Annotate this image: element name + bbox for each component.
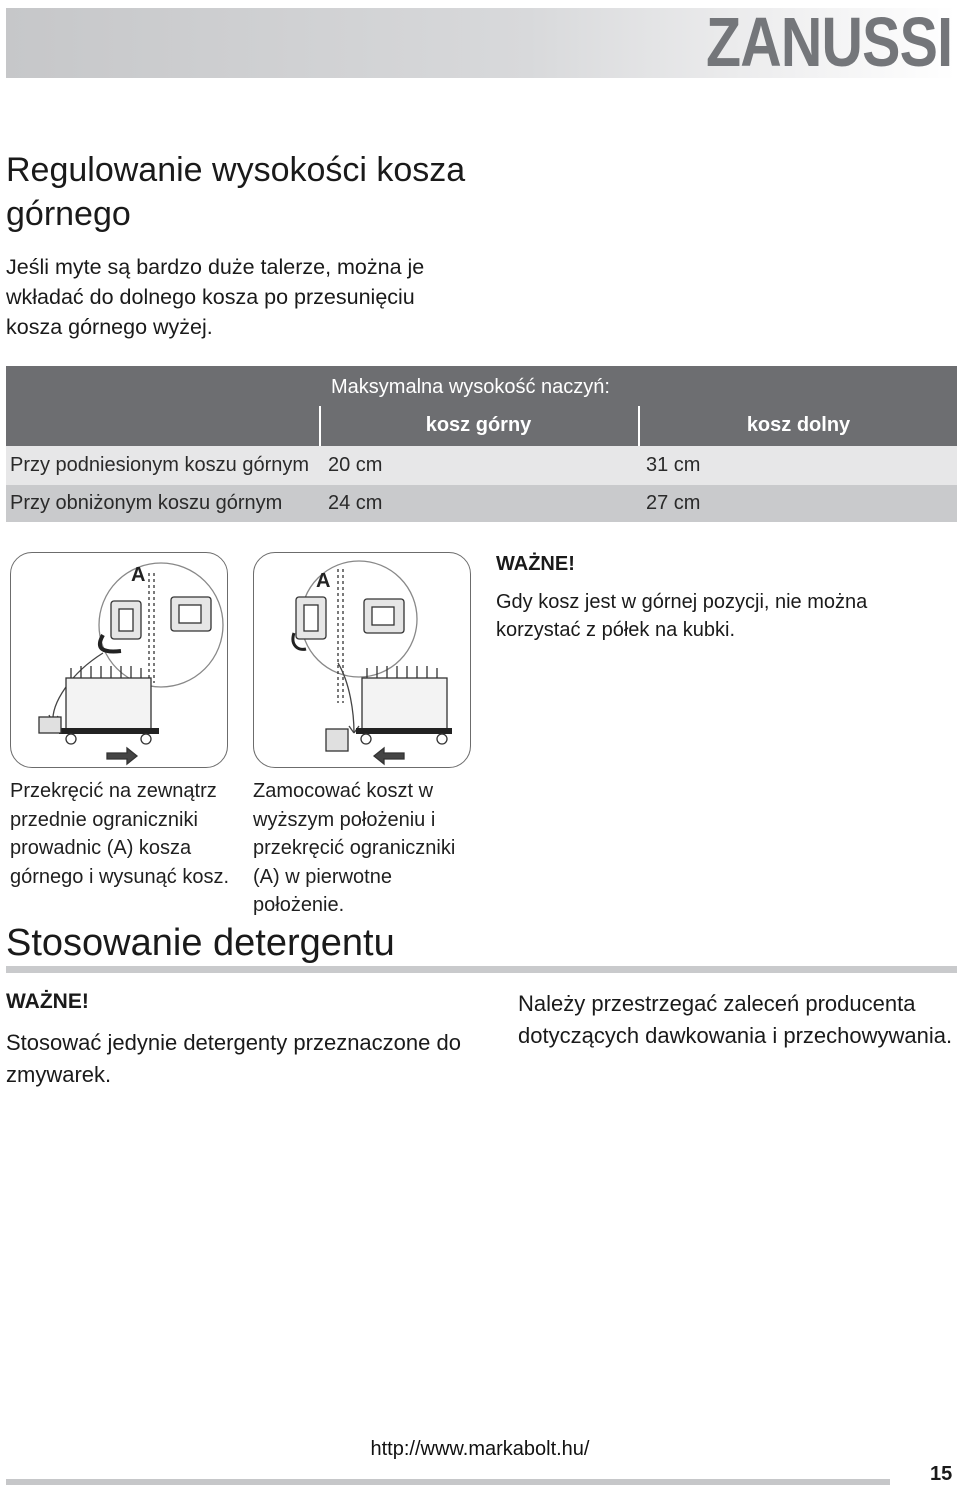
marker-label: A xyxy=(131,564,146,586)
page-number: 15 xyxy=(930,1463,953,1485)
height-table xyxy=(6,366,957,522)
table-header-columns xyxy=(6,406,957,446)
upper-value: 20 cm xyxy=(328,454,383,476)
section-divider xyxy=(6,966,957,973)
important-label: WAŻNE! xyxy=(496,553,575,575)
table-row xyxy=(6,446,957,485)
table-header-row xyxy=(6,366,957,406)
footer-url[interactable]: http://www.markabolt.hu/ xyxy=(370,1438,590,1460)
table-heading: Maksymalna wysokość naczyń: xyxy=(331,376,610,398)
lower-value: 31 cm xyxy=(646,454,701,476)
instruction-paragraph: Należy przestrzegać zaleceń producenta dotyczących dawkowania i przechowywania. xyxy=(518,991,953,1048)
important-label: WAŻNE! xyxy=(6,990,89,1013)
lower-value: 27 cm xyxy=(646,492,701,514)
footer-bar xyxy=(6,1479,890,1485)
illustration-remove-basket xyxy=(10,552,228,768)
section-title: Stosowanie detergentu xyxy=(6,922,395,964)
marker-label: A xyxy=(316,570,331,592)
section-title: Regulowanie wysokości kosza górnego xyxy=(6,151,466,233)
basket-diagram xyxy=(11,553,227,767)
caption-step-1: Przekręcić na zewnątrz przednie ograniczniki prowadnic (A) kosza górnego i wysunąć kosz. xyxy=(10,780,230,888)
column-header-upper: kosz górny xyxy=(425,414,532,436)
illustration-raise-basket xyxy=(253,552,471,768)
basket-rack xyxy=(362,678,447,733)
intro-paragraph: Jeśli myte są bardzo duże talerze, można je wkładać do dolnego kosza po przesunięciu kosza górnego wyżej. xyxy=(6,255,425,339)
important-note: Gdy kosz jest w górnej pozycji, nie można korzystać z półek na kubki. xyxy=(496,591,868,641)
brand-logo: ZANUSSI xyxy=(705,3,952,81)
upper-value: 24 cm xyxy=(328,492,383,514)
basket-diagram xyxy=(254,553,470,767)
caption-step-2: Zamocować koszt w wyższym położeniu i przekręcić ograniczniki (A) w pierwotne położenie. xyxy=(253,780,456,916)
row-label: Przy obniżonym koszu górnym xyxy=(10,492,283,514)
important-note: Stosować jedynie detergenty przeznaczone do zmywarek. xyxy=(6,1030,461,1087)
basket-rack xyxy=(66,678,151,733)
row-label: Przy podniesionym koszu górnym xyxy=(10,454,310,476)
table-row xyxy=(6,485,957,522)
column-header-lower: kosz dolny xyxy=(746,414,851,436)
